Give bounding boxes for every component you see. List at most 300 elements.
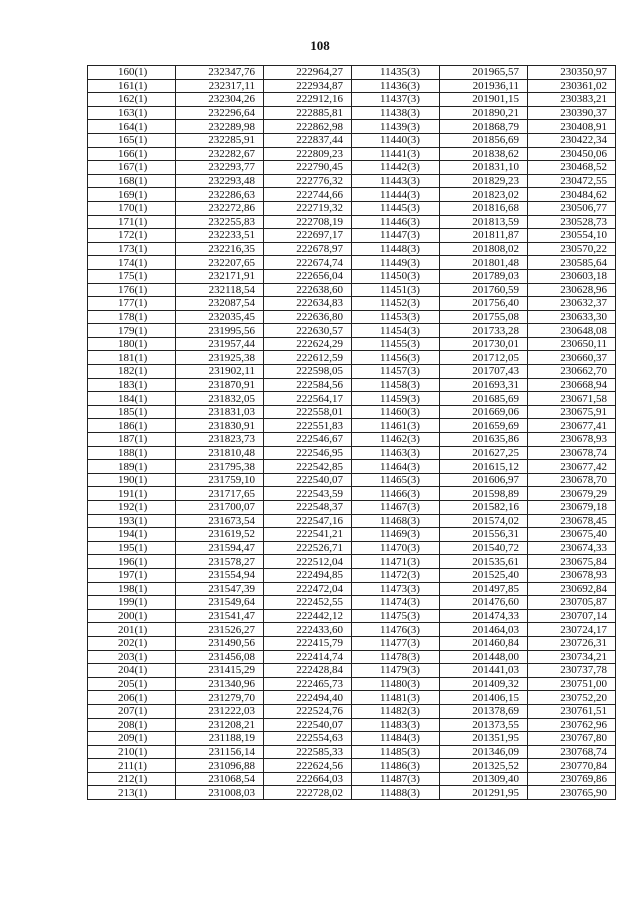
- table-cell: 232286,63: [176, 188, 264, 202]
- table-cell: 201789,03: [440, 269, 528, 283]
- table-row: [88, 786, 616, 800]
- table-row: [88, 664, 616, 678]
- table-cell: 201325,52: [440, 759, 528, 773]
- table-cell: 230603,18: [528, 269, 616, 283]
- table-cell: 11485(3): [352, 745, 440, 759]
- table-cell: 11472(3): [352, 568, 440, 582]
- table-cell: 177(1): [88, 297, 176, 311]
- table-cell: 11443(3): [352, 174, 440, 188]
- table-cell: 222624,29: [264, 337, 352, 351]
- table-cell: 222630,57: [264, 324, 352, 338]
- table-cell: 230668,94: [528, 378, 616, 392]
- table-row: [88, 256, 616, 270]
- table-cell: 232272,86: [176, 201, 264, 215]
- table-cell: 201373,55: [440, 718, 528, 732]
- table-row: [88, 718, 616, 732]
- table-cell: 230707,14: [528, 609, 616, 623]
- table-cell: 230633,30: [528, 310, 616, 324]
- table-row: [88, 501, 616, 515]
- table-cell: 232216,35: [176, 242, 264, 256]
- table-cell: 232233,51: [176, 229, 264, 243]
- table-cell: 232347,76: [176, 66, 264, 80]
- table-row: [88, 596, 616, 610]
- table-row: [88, 161, 616, 175]
- table-cell: 222964,27: [264, 66, 352, 80]
- table-cell: 165(1): [88, 133, 176, 147]
- table-cell: 232317,11: [176, 79, 264, 93]
- table-cell: 222548,37: [264, 501, 352, 515]
- table-row: [88, 392, 616, 406]
- table-cell: 230770,84: [528, 759, 616, 773]
- table-cell: 11481(3): [352, 691, 440, 705]
- table-cell: 232282,67: [176, 147, 264, 161]
- table-cell: 222551,83: [264, 419, 352, 433]
- table-cell: 173(1): [88, 242, 176, 256]
- table-cell: 175(1): [88, 269, 176, 283]
- table-row: [88, 568, 616, 582]
- table-cell: 232304,26: [176, 93, 264, 107]
- table-cell: 231870,91: [176, 378, 264, 392]
- table-cell: 11462(3): [352, 433, 440, 447]
- table-cell: 222584,56: [264, 378, 352, 392]
- table-cell: 222428,84: [264, 664, 352, 678]
- table-cell: 230679,29: [528, 487, 616, 501]
- table-cell: 230734,21: [528, 650, 616, 664]
- table-cell: 164(1): [88, 120, 176, 134]
- table-cell: 230674,33: [528, 541, 616, 555]
- table-cell: 230468,52: [528, 161, 616, 175]
- table-cell: 207(1): [88, 704, 176, 718]
- table-cell: 201760,59: [440, 283, 528, 297]
- table-cell: 201497,85: [440, 582, 528, 596]
- table-cell: 232289,98: [176, 120, 264, 134]
- table-cell: 222612,59: [264, 351, 352, 365]
- table-cell: 201598,89: [440, 487, 528, 501]
- table-cell: 230678,93: [528, 433, 616, 447]
- table-cell: 201693,31: [440, 378, 528, 392]
- table-cell: 230678,74: [528, 446, 616, 460]
- table-cell: 213(1): [88, 786, 176, 800]
- table-row: [88, 582, 616, 596]
- table-cell: 230422,34: [528, 133, 616, 147]
- table-cell: 222465,73: [264, 677, 352, 691]
- table-cell: 11452(3): [352, 297, 440, 311]
- table-cell: 11448(3): [352, 242, 440, 256]
- table-row: [88, 623, 616, 637]
- table-cell: 222790,45: [264, 161, 352, 175]
- table-row: [88, 759, 616, 773]
- table-cell: 231795,38: [176, 460, 264, 474]
- table-row: [88, 433, 616, 447]
- table-cell: 11469(3): [352, 528, 440, 542]
- table-cell: 11439(3): [352, 120, 440, 134]
- table-row: [88, 541, 616, 555]
- table-cell: 11479(3): [352, 664, 440, 678]
- table-cell: 11474(3): [352, 596, 440, 610]
- table-cell: 167(1): [88, 161, 176, 175]
- table-cell: 230692,84: [528, 582, 616, 596]
- table-cell: 230675,91: [528, 405, 616, 419]
- table-cell: 230769,86: [528, 772, 616, 786]
- table-cell: 231832,05: [176, 392, 264, 406]
- table-cell: 230506,77: [528, 201, 616, 215]
- table-cell: 163(1): [88, 106, 176, 120]
- table-cell: 202(1): [88, 636, 176, 650]
- table-cell: 230662,70: [528, 365, 616, 379]
- table-cell: 201811,87: [440, 229, 528, 243]
- table-cell: 230554,10: [528, 229, 616, 243]
- table-cell: 186(1): [88, 419, 176, 433]
- table-cell: 230628,96: [528, 283, 616, 297]
- table-cell: 160(1): [88, 66, 176, 80]
- table-cell: 222638,60: [264, 283, 352, 297]
- table-row: [88, 650, 616, 664]
- table-cell: 230484,62: [528, 188, 616, 202]
- table-cell: 208(1): [88, 718, 176, 732]
- table-cell: 222540,07: [264, 718, 352, 732]
- table-cell: 222512,04: [264, 555, 352, 569]
- table-cell: 11454(3): [352, 324, 440, 338]
- table-body: [88, 66, 616, 800]
- table-cell: 232118,54: [176, 283, 264, 297]
- table-cell: 11459(3): [352, 392, 440, 406]
- table-row: [88, 229, 616, 243]
- table-cell: 11483(3): [352, 718, 440, 732]
- table-cell: 231717,65: [176, 487, 264, 501]
- table-cell: 11463(3): [352, 446, 440, 460]
- table-cell: 232171,91: [176, 269, 264, 283]
- table-cell: 195(1): [88, 541, 176, 555]
- table-cell: 11436(3): [352, 79, 440, 93]
- table-cell: 11446(3): [352, 215, 440, 229]
- table-cell: 231578,27: [176, 555, 264, 569]
- table-cell: 11440(3): [352, 133, 440, 147]
- table-cell: 201378,69: [440, 704, 528, 718]
- table-cell: 11486(3): [352, 759, 440, 773]
- table-cell: 231549,64: [176, 596, 264, 610]
- table-row: [88, 351, 616, 365]
- table-cell: 222697,17: [264, 229, 352, 243]
- table-cell: 222564,17: [264, 392, 352, 406]
- table-cell: 231957,44: [176, 337, 264, 351]
- table-cell: 203(1): [88, 650, 176, 664]
- table-cell: 11480(3): [352, 677, 440, 691]
- table-row: [88, 636, 616, 650]
- table-cell: 231759,10: [176, 473, 264, 487]
- table-cell: 222494,40: [264, 691, 352, 705]
- table-cell: 201831,10: [440, 161, 528, 175]
- table-cell: 222636,80: [264, 310, 352, 324]
- table-cell: 230761,51: [528, 704, 616, 718]
- table-cell: 188(1): [88, 446, 176, 460]
- table-cell: 231526,27: [176, 623, 264, 637]
- table-cell: 231902,11: [176, 365, 264, 379]
- table-cell: 222624,56: [264, 759, 352, 773]
- table-cell: 201808,02: [440, 242, 528, 256]
- table-cell: 201474,33: [440, 609, 528, 623]
- table-row: [88, 405, 616, 419]
- table-cell: 230390,37: [528, 106, 616, 120]
- table-cell: 201756,40: [440, 297, 528, 311]
- table-cell: 184(1): [88, 392, 176, 406]
- table-cell: 11447(3): [352, 229, 440, 243]
- table-cell: 180(1): [88, 337, 176, 351]
- table-cell: 222524,76: [264, 704, 352, 718]
- table-cell: 201936,11: [440, 79, 528, 93]
- table-cell: 230350,97: [528, 66, 616, 80]
- table-row: [88, 473, 616, 487]
- table-row: [88, 732, 616, 746]
- table-cell: 171(1): [88, 215, 176, 229]
- table-cell: 169(1): [88, 188, 176, 202]
- table-cell: 11475(3): [352, 609, 440, 623]
- table-cell: 196(1): [88, 555, 176, 569]
- table-cell: 11477(3): [352, 636, 440, 650]
- table-cell: 230671,58: [528, 392, 616, 406]
- table-cell: 185(1): [88, 405, 176, 419]
- table-cell: 201540,72: [440, 541, 528, 555]
- table-cell: 230675,84: [528, 555, 616, 569]
- table-cell: 231830,91: [176, 419, 264, 433]
- table-cell: 231156,14: [176, 745, 264, 759]
- table-cell: 232087,54: [176, 297, 264, 311]
- table-cell: 231456,08: [176, 650, 264, 664]
- table-cell: 222554,63: [264, 732, 352, 746]
- table-cell: 206(1): [88, 691, 176, 705]
- table-cell: 222656,04: [264, 269, 352, 283]
- table-cell: 201868,79: [440, 120, 528, 134]
- table-cell: 222912,16: [264, 93, 352, 107]
- table-cell: 231547,39: [176, 582, 264, 596]
- table-cell: 201(1): [88, 623, 176, 637]
- table-cell: 231831,03: [176, 405, 264, 419]
- table-cell: 201346,09: [440, 745, 528, 759]
- table-cell: 11488(3): [352, 786, 440, 800]
- table-row: [88, 215, 616, 229]
- table-cell: 11455(3): [352, 337, 440, 351]
- table-cell: 231554,94: [176, 568, 264, 582]
- table-cell: 201582,16: [440, 501, 528, 515]
- table-cell: 230705,87: [528, 596, 616, 610]
- table-cell: 230450,06: [528, 147, 616, 161]
- table-cell: 11487(3): [352, 772, 440, 786]
- table-cell: 201829,23: [440, 174, 528, 188]
- table-cell: 231619,52: [176, 528, 264, 542]
- table-cell: 211(1): [88, 759, 176, 773]
- table-cell: 230648,08: [528, 324, 616, 338]
- table-cell: 11456(3): [352, 351, 440, 365]
- table-cell: 176(1): [88, 283, 176, 297]
- table-cell: 201615,12: [440, 460, 528, 474]
- table-cell: 231700,07: [176, 501, 264, 515]
- table-cell: 201813,59: [440, 215, 528, 229]
- table-cell: 181(1): [88, 351, 176, 365]
- table-cell: 222526,71: [264, 541, 352, 555]
- table-cell: 201476,60: [440, 596, 528, 610]
- table-row: [88, 745, 616, 759]
- table-cell: 11484(3): [352, 732, 440, 746]
- table-cell: 11453(3): [352, 310, 440, 324]
- table-row: [88, 174, 616, 188]
- table-cell: 222494,85: [264, 568, 352, 582]
- table-cell: 232207,65: [176, 256, 264, 270]
- table-cell: 230472,55: [528, 174, 616, 188]
- table-cell: 193(1): [88, 514, 176, 528]
- table-cell: 210(1): [88, 745, 176, 759]
- table-cell: 183(1): [88, 378, 176, 392]
- table-cell: 231279,70: [176, 691, 264, 705]
- table-cell: 201816,68: [440, 201, 528, 215]
- table-cell: 187(1): [88, 433, 176, 447]
- table-cell: 201627,25: [440, 446, 528, 460]
- table-cell: 11471(3): [352, 555, 440, 569]
- table-cell: 222433,60: [264, 623, 352, 637]
- table-cell: 231208,21: [176, 718, 264, 732]
- table-cell: 201838,62: [440, 147, 528, 161]
- table-cell: 201685,69: [440, 392, 528, 406]
- table-row: [88, 120, 616, 134]
- table-row: [88, 487, 616, 501]
- table-cell: 231810,48: [176, 446, 264, 460]
- table-row: [88, 772, 616, 786]
- table-cell: 230650,11: [528, 337, 616, 351]
- table-row: [88, 106, 616, 120]
- table-cell: 230632,37: [528, 297, 616, 311]
- table-cell: 204(1): [88, 664, 176, 678]
- table-cell: 194(1): [88, 528, 176, 542]
- table-cell: 222678,97: [264, 242, 352, 256]
- table-cell: 201707,43: [440, 365, 528, 379]
- table-cell: 222414,74: [264, 650, 352, 664]
- table-row: [88, 310, 616, 324]
- table-cell: 201755,08: [440, 310, 528, 324]
- table-cell: 189(1): [88, 460, 176, 474]
- table-row: [88, 269, 616, 283]
- table-cell: 230678,70: [528, 473, 616, 487]
- table-cell: 230726,31: [528, 636, 616, 650]
- table-cell: 201965,57: [440, 66, 528, 80]
- table-cell: 162(1): [88, 93, 176, 107]
- table-row: [88, 79, 616, 93]
- table-row: [88, 201, 616, 215]
- table-cell: 232293,48: [176, 174, 264, 188]
- table-cell: 222540,07: [264, 473, 352, 487]
- table-cell: 231008,03: [176, 786, 264, 800]
- table-cell: 222708,19: [264, 215, 352, 229]
- table-row: [88, 365, 616, 379]
- table-cell: 201890,21: [440, 106, 528, 120]
- table-cell: 230570,22: [528, 242, 616, 256]
- table-cell: 201730,01: [440, 337, 528, 351]
- table-row: [88, 419, 616, 433]
- table-cell: 231594,47: [176, 541, 264, 555]
- coordinates-table: [87, 65, 616, 800]
- table-cell: 11437(3): [352, 93, 440, 107]
- table-cell: 230677,41: [528, 419, 616, 433]
- table-cell: 230765,90: [528, 786, 616, 800]
- table-cell: 201733,28: [440, 324, 528, 338]
- table-cell: 201351,95: [440, 732, 528, 746]
- table-cell: 231673,54: [176, 514, 264, 528]
- table-cell: 222885,81: [264, 106, 352, 120]
- table-cell: 222415,79: [264, 636, 352, 650]
- table-row: [88, 528, 616, 542]
- table-cell: 222776,32: [264, 174, 352, 188]
- table-cell: 201856,69: [440, 133, 528, 147]
- table-cell: 201406,15: [440, 691, 528, 705]
- table-cell: 230678,45: [528, 514, 616, 528]
- table-cell: 222862,98: [264, 120, 352, 134]
- table-cell: 201801,48: [440, 256, 528, 270]
- table-cell: 191(1): [88, 487, 176, 501]
- table-cell: 222719,32: [264, 201, 352, 215]
- table-cell: 201712,05: [440, 351, 528, 365]
- table-cell: 222546,67: [264, 433, 352, 447]
- table-cell: 230737,78: [528, 664, 616, 678]
- table-cell: 230678,93: [528, 568, 616, 582]
- table-cell: 231096,88: [176, 759, 264, 773]
- table-cell: 182(1): [88, 365, 176, 379]
- table-cell: 201635,86: [440, 433, 528, 447]
- table-cell: 197(1): [88, 568, 176, 582]
- table-cell: 222558,01: [264, 405, 352, 419]
- table-cell: 201441,03: [440, 664, 528, 678]
- table-row: [88, 460, 616, 474]
- table-cell: 11451(3): [352, 283, 440, 297]
- table-cell: 11449(3): [352, 256, 440, 270]
- table-cell: 222934,87: [264, 79, 352, 93]
- table-cell: 230675,40: [528, 528, 616, 542]
- table-cell: 230408,91: [528, 120, 616, 134]
- table-cell: 222674,74: [264, 256, 352, 270]
- table-cell: 11461(3): [352, 419, 440, 433]
- table-row: [88, 242, 616, 256]
- table-cell: 11457(3): [352, 365, 440, 379]
- table-cell: 230762,96: [528, 718, 616, 732]
- table-cell: 222809,23: [264, 147, 352, 161]
- table-cell: 230585,64: [528, 256, 616, 270]
- table-cell: 11438(3): [352, 106, 440, 120]
- table-cell: 170(1): [88, 201, 176, 215]
- table-cell: 11464(3): [352, 460, 440, 474]
- table-cell: 222541,21: [264, 528, 352, 542]
- table-cell: 232255,83: [176, 215, 264, 229]
- table-cell: 201525,40: [440, 568, 528, 582]
- table-cell: 11467(3): [352, 501, 440, 515]
- table-cell: 222728,02: [264, 786, 352, 800]
- page-number: 108: [310, 38, 330, 53]
- table-cell: 201309,40: [440, 772, 528, 786]
- table-row: [88, 609, 616, 623]
- table-cell: 205(1): [88, 677, 176, 691]
- table-cell: 222452,55: [264, 596, 352, 610]
- table-cell: 11468(3): [352, 514, 440, 528]
- table-cell: 11445(3): [352, 201, 440, 215]
- table-cell: 11476(3): [352, 623, 440, 637]
- table-cell: 11478(3): [352, 650, 440, 664]
- table-cell: 231823,73: [176, 433, 264, 447]
- table-cell: 232296,64: [176, 106, 264, 120]
- table-cell: 192(1): [88, 501, 176, 515]
- table-cell: 222543,59: [264, 487, 352, 501]
- table-row: [88, 446, 616, 460]
- table-cell: 230361,02: [528, 79, 616, 93]
- table-row: [88, 704, 616, 718]
- table-cell: 230768,74: [528, 745, 616, 759]
- table-row: [88, 677, 616, 691]
- table-cell: 201556,31: [440, 528, 528, 542]
- table-cell: 222546,95: [264, 446, 352, 460]
